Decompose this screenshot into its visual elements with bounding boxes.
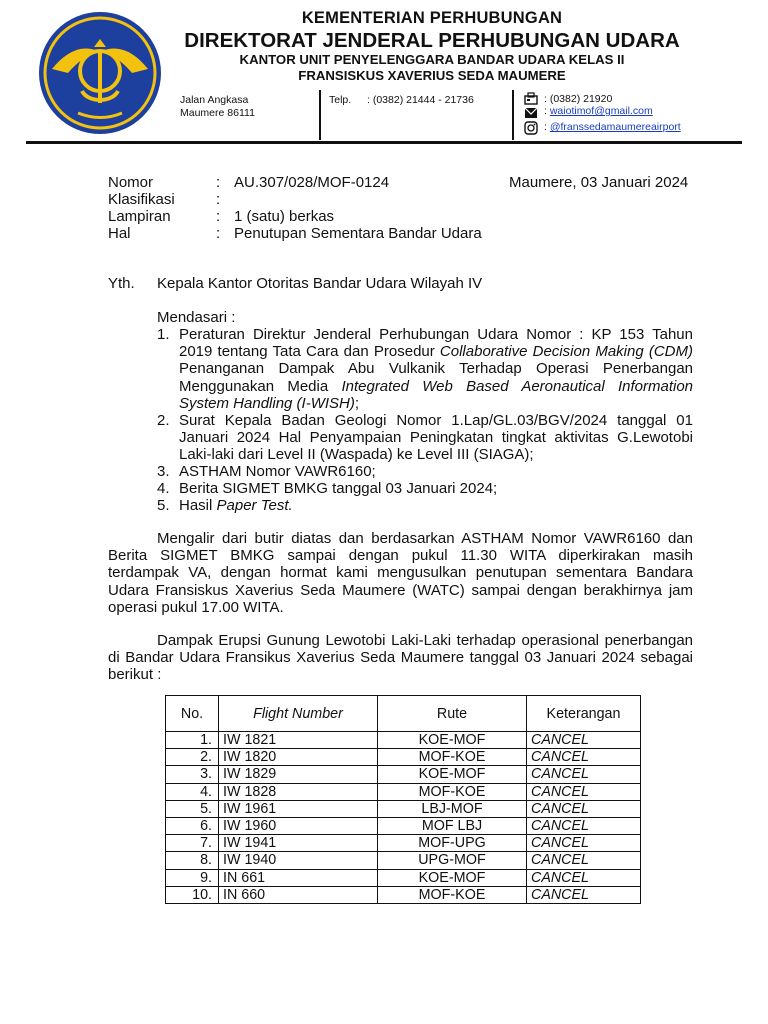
cell-route: LBJ-MOF	[378, 800, 527, 817]
office-name: KANTOR UNIT PENYELENGGARA BANDAR UDARA KELAS II	[239, 52, 625, 67]
directorate-name: DIREKTORAT JENDERAL PERHUBUNGAN UDARA	[184, 29, 680, 52]
basis-num-3: 3.	[157, 463, 170, 480]
cell-status: CANCEL	[527, 835, 641, 852]
basis-item-5: Hasil Paper Test.	[179, 497, 293, 514]
paragraph-1-line: operasi pukul 17.00 WITA.	[108, 598, 284, 616]
cell-no: 4.	[166, 783, 219, 800]
nomor-colon: :	[216, 174, 221, 191]
basis-item-2-line: Surat Kepala Badan Geologi Nomor 1.Lap/GL.03/BGV/2024 tanggal 01	[179, 412, 693, 429]
cell-status: CANCEL	[527, 783, 641, 800]
lampiran-colon: :	[216, 208, 221, 225]
cell-status: CANCEL	[527, 817, 641, 834]
klasifikasi-label: Klasifikasi	[108, 191, 175, 208]
flight-table	[165, 695, 641, 904]
cell-flight-number: IW 1940	[219, 852, 378, 869]
paragraph-2-line: di Bandar Udara Fransikus Xaverius Seda Maumere tanggal 03 Januari 2024 sebagai	[108, 649, 693, 667]
cell-no: 8.	[166, 852, 219, 869]
cell-status: CANCEL	[527, 766, 641, 783]
table-row	[166, 732, 641, 749]
cell-no: 6.	[166, 817, 219, 834]
fax-value: : (0382) 21920	[544, 93, 613, 105]
basis-num-4: 4.	[157, 480, 170, 497]
basis-item-1-line: Peraturan Direktur Jenderal Perhubungan Udara Nomor : KP 153 Tahun	[179, 326, 693, 343]
cell-flight-number: IW 1941	[219, 835, 378, 852]
table-row	[166, 800, 641, 817]
ministry-emblem-icon	[38, 11, 162, 135]
cell-route: UPG-MOF	[378, 852, 527, 869]
cell-route: MOF-KOE	[378, 886, 527, 903]
cell-status: CANCEL	[527, 749, 641, 766]
cell-flight-number: IN 660	[219, 886, 378, 903]
place-date: Maumere, 03 Januari 2024	[509, 174, 689, 191]
basis-item-1	[179, 326, 693, 412]
cell-status: CANCEL	[527, 886, 641, 903]
table-row	[166, 852, 641, 869]
paragraph-1-line: Mengalir dari butir diatas dan berdasarkan ASTHAM Nomor VAWR6160 dan	[157, 530, 693, 547]
table-row	[166, 886, 641, 903]
table-row	[166, 869, 641, 886]
col-header-route: Rute	[378, 696, 527, 732]
basis-item-2-line: Laki-laki dari Level II (Waspada) ke Level III (SIAGA);	[179, 446, 534, 464]
cell-no: 10.	[166, 886, 219, 903]
basis-item-1-line: Menggunakan Media Integrated Web Based Aeronautical Information	[179, 377, 693, 395]
phone-label: Telp.	[329, 94, 352, 106]
instagram-link[interactable]: @franssedamaumereairport	[549, 121, 681, 133]
cell-no: 7.	[166, 835, 219, 852]
instagram-row	[544, 121, 681, 134]
instagram-colon: :	[544, 121, 547, 133]
address-line-1: Jalan Angkasa	[180, 94, 249, 106]
basis-num-5: 5.	[157, 497, 170, 514]
phone-value: : (0382) 21444 - 21736	[367, 94, 474, 106]
cell-no: 5.	[166, 800, 219, 817]
col-header-note: Keterangan	[527, 696, 641, 732]
header-divider-2	[512, 90, 514, 140]
paragraph-2	[108, 632, 693, 683]
cell-status: CANCEL	[527, 869, 641, 886]
cell-route: MOF-KOE	[378, 749, 527, 766]
table-row	[166, 835, 641, 852]
paragraph-2-line: Dampak Erupsi Gunung Lewotobi Laki-Laki terhadap operasional penerbangan	[157, 632, 693, 649]
basis-item-1-line: System Handling (I-WISH);	[179, 394, 360, 412]
klasifikasi-colon: :	[216, 191, 221, 208]
basis-item-2	[179, 412, 693, 463]
recipient-name: Kepala Kantor Otoritas Bandar Udara Wilayah IV	[157, 275, 483, 292]
address-line-2: Maumere 86111	[180, 107, 255, 119]
cell-route: KOE-MOF	[378, 766, 527, 783]
fax-icon	[524, 92, 538, 105]
cell-route: MOF LBJ	[378, 817, 527, 834]
lampiran-value: 1 (satu) berkas	[234, 208, 335, 225]
cell-status: CANCEL	[527, 852, 641, 869]
hal-label: Hal	[108, 225, 131, 242]
ministry-name: KEMENTERIAN PERHUBUNGAN	[301, 9, 563, 27]
email-link[interactable]: waiotimof@gmail.com	[549, 105, 653, 117]
cell-route: MOF-UPG	[378, 835, 527, 852]
cell-flight-number: IW 1829	[219, 766, 378, 783]
header-divider-1	[319, 90, 321, 140]
recipient-prefix: Yth.	[108, 275, 135, 292]
table-row	[166, 766, 641, 783]
cell-flight-number: IW 1821	[219, 732, 378, 749]
cell-status: CANCEL	[527, 800, 641, 817]
cell-flight-number: IW 1961	[219, 800, 378, 817]
address-block	[180, 94, 255, 120]
cell-status: CANCEL	[527, 732, 641, 749]
hal-value: Penutupan Sementara Bandar Udara	[234, 225, 482, 242]
instagram-icon	[524, 121, 538, 135]
nomor-value: AU.307/028/MOF-0124	[234, 174, 390, 191]
email-colon: :	[544, 105, 547, 117]
col-header-no: No.	[166, 696, 219, 732]
basis-heading: Mendasari :	[157, 309, 236, 326]
basis-item-4: Berita SIGMET BMKG tanggal 03 Januari 2024;	[179, 480, 498, 497]
cell-flight-number: IN 661	[219, 869, 378, 886]
paragraph-1-line: Berita SIGMET BMKG sampai dengan pukul 11.30 WITA diperkirakan masih	[108, 547, 693, 565]
cell-route: MOF-KOE	[378, 783, 527, 800]
paragraph-1	[108, 530, 693, 616]
cell-flight-number: IW 1960	[219, 817, 378, 834]
email-row	[544, 105, 653, 118]
cell-flight-number: IW 1828	[219, 783, 378, 800]
col-header-flight: Flight Number	[219, 696, 378, 732]
basis-item-2-line: Januari 2024 Hal Penyampaian Peningkatan tingkat aktivitas G.Lewotobi	[179, 429, 693, 447]
hal-colon: :	[216, 225, 221, 242]
cell-no: 9.	[166, 869, 219, 886]
table-row	[166, 783, 641, 800]
paragraph-1-line: terdampak VA, dengan hormat kami mengusulkan penutupan sementara Bandara	[108, 564, 693, 582]
basis-num-2: 2.	[157, 412, 170, 429]
cell-no: 2.	[166, 749, 219, 766]
basis-item-1-line: Penanganan Dampak Abu Vulkanik Terhadap Operasi Penerbangan	[179, 360, 693, 378]
letterhead-rule	[26, 141, 742, 144]
airport-name: FRANSISKUS XAVERIUS SEDA MAUMERE	[298, 68, 566, 83]
cell-no: 1.	[166, 732, 219, 749]
cell-flight-number: IW 1820	[219, 749, 378, 766]
basis-item-1-line: 2019 tentang Tata Cara dan Prosedur Collaborative Decision Making (CDM)	[179, 343, 694, 361]
basis-item-3: ASTHAM Nomor VAWR6160;	[179, 463, 376, 480]
table-row	[166, 817, 641, 834]
paragraph-2-line: berikut :	[108, 666, 162, 684]
table-row	[166, 749, 641, 766]
lampiran-label: Lampiran	[108, 208, 171, 225]
email-icon	[524, 107, 538, 119]
cell-route: KOE-MOF	[378, 869, 527, 886]
basis-num-1: 1.	[157, 326, 170, 343]
paragraph-1-line: Udara Fransiskus Xaverius Seda Maumere (WATC) sampai dengan berakhirnya jam	[108, 581, 693, 599]
nomor-label: Nomor	[108, 174, 154, 191]
cell-route: KOE-MOF	[378, 732, 527, 749]
table-header-row	[166, 696, 641, 732]
cell-no: 3.	[166, 766, 219, 783]
